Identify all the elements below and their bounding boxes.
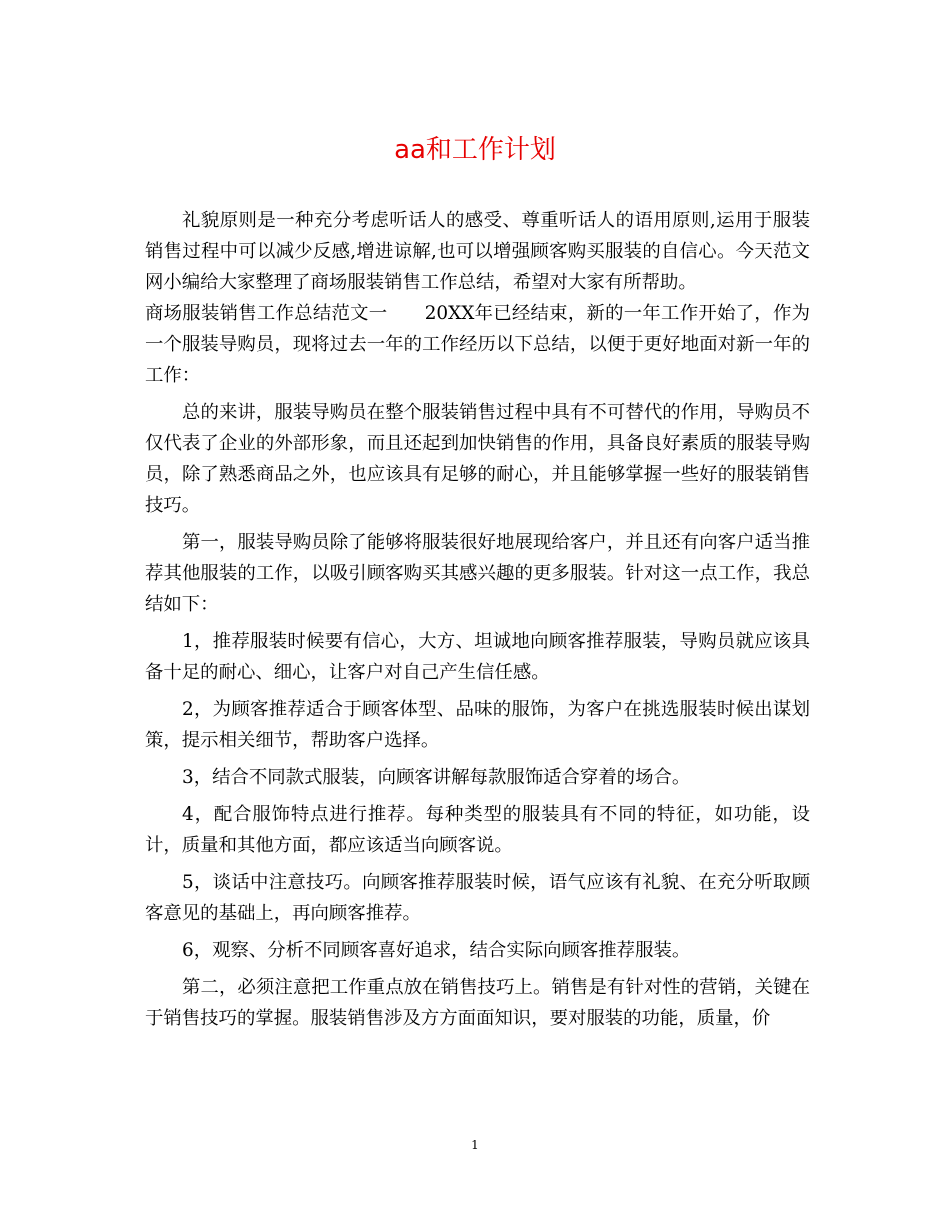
paragraph-summary-heading: 商场服装销售工作总结范文一 20XX年已经结束，新的一年工作开始了，作为一个服装导购员，现将过去一年的工作经历以下总结，以便于更好地面对新一年的工作：	[145, 303, 810, 386]
list-item-3: 3，结合不同款式服装，向顾客讲解每款服饰适合穿着的场合。	[182, 767, 691, 788]
list-item-4: 4，配合服饰特点进行推荐。每种类型的服装具有不同的特征，如功能，设计，质量和其他方面，都应该适当向顾客说。	[145, 804, 810, 856]
paragraph-overview: 总的来讲，服装导购员在整个服装销售过程中具有不可替代的作用，导购员不仅代表了企业的外部形象，而且还起到加快销售的作用，具备良好素质的服装导购员，除了熟悉商品之外，也应该具有足够的耐心，并且能够掌握一些好的服装销售技巧。	[145, 402, 810, 516]
paragraph-point-two: 第二，必须注意把工作重点放在销售技巧上。销售是有针对性的营销，关键在于销售技巧的掌握。服装销售涉及方方面面知识，要对服装的功能，质量，价	[145, 977, 810, 1029]
list-item-2: 2，为顾客推荐适合于顾客体型、品味的服饰，为客户在挑选服装时候出谋划策，提示相关细节，帮助客户选择。	[145, 699, 810, 751]
list-item-6: 6，观察、分析不同顾客喜好追求，结合实际向顾客推荐服装。	[182, 940, 691, 961]
paragraph-intro: 礼貌原则是一种充分考虑听话人的感受、尊重听话人的语用原则,运用于服装销售过程中可以减少反感,增进谅解,也可以增强顾客购买服装的自信心。今天范文网小编给大家整理了商场服装销售工作总结，希望对大家有所帮助。	[145, 210, 810, 293]
document-title: aa和工作计划	[394, 135, 556, 165]
paragraph-point-one: 第一，服装导购员除了能够将服装很好地展现给客户，并且还有向客户适当推荐其他服装的工作，以吸引顾客购买其感兴趣的更多服装。针对这一点工作，我总结如下：	[145, 532, 810, 615]
document-body	[145, 205, 810, 1034]
list-item-5: 5，谈话中注意技巧。向顾客推荐服装时候，语气应该有礼貌、在充分听取顾客意见的基础上，再向顾客推荐。	[145, 872, 810, 924]
list-item-1: 1，推荐服装时候要有信心，大方、坦诚地向顾客推荐服装，导购员就应该具备十足的耐心、细心，让客户对自己产生信任感。	[145, 631, 810, 683]
page-number: 1	[471, 1138, 479, 1152]
